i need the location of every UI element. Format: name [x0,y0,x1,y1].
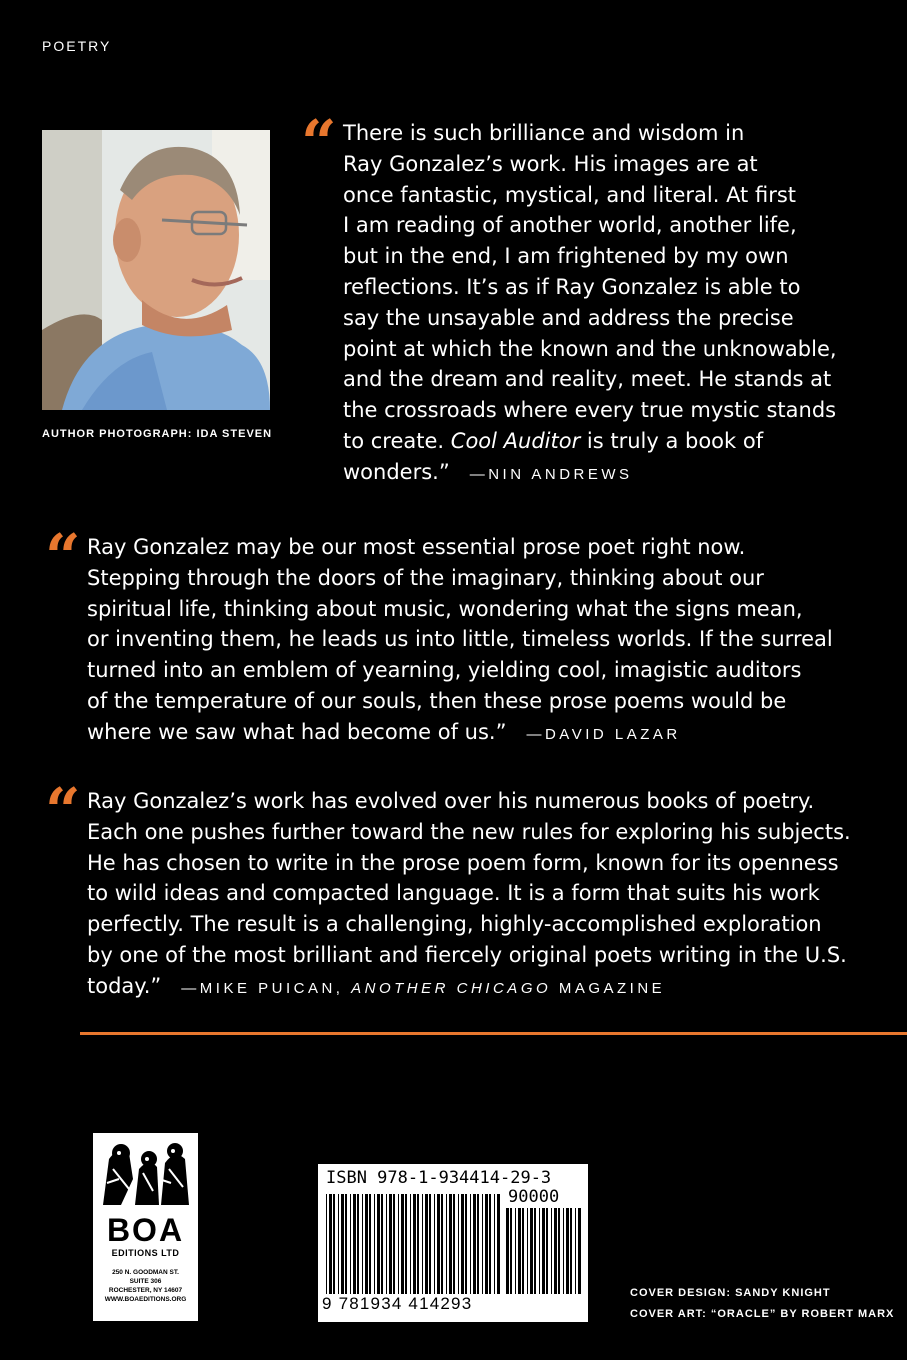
address-line: WWW.BOAEDITIONS.ORG [104,1296,187,1303]
publisher-address [93,1268,198,1304]
address-line: 250 N. GOODMAN ST. [112,1269,179,1276]
photo-credit: AUTHOR PHOTOGRAPH: IDA STEVEN [42,428,273,440]
quote-mike-puican [45,774,851,1005]
quote-text: to create. [343,428,451,453]
quote-text: where we saw what had become of us.” [87,719,507,744]
publisher-logo [93,1133,198,1321]
genre-label: POETRY [42,38,112,54]
quote-nin-andrews [301,106,837,491]
addon-bars-icon [504,1208,582,1294]
quote-line: spiritual life, thinking about music, wondering what the signs mean, [87,596,803,621]
quote-david-lazar [45,520,833,751]
cover-art-credit: COVER ART: “ORACLE” BY ROBERT MARX [630,1308,895,1320]
quote-line: but in the end, I am frightened by my own [343,244,789,269]
quote-line: Ray Gonzalez’s work has evolved over his numerous books of poetry. [87,789,815,813]
book-title: Cool Auditor [450,428,581,453]
quote-text: is truly a book of [580,428,764,453]
address-line: SUITE 306 [129,1278,162,1285]
quote-last-line [87,971,851,1005]
divider-rule [80,1032,907,1035]
attribution-name: —MIKE PUICAN, [181,979,352,997]
quote-line: Ray Gonzalez may be our most essential prose poet right now. [87,535,746,559]
quote-line: of the temperature of our souls, then these prose poems would be [87,688,787,713]
quote-line: turned into an emblem of yearning, yielding cool, imagistic auditors [87,658,802,683]
quote-line: perfectly. The result is a challenging, highly-accomplished exploration [87,912,822,937]
quote-text: today.” [87,973,162,998]
quote-text: wonders.” [343,459,450,484]
quote-line: once fantastic, mystical, and literal. At first [343,182,797,207]
ean-bars-icon [324,1194,502,1294]
quote-line: There is such brilliance and wisdom in [343,121,745,145]
cover-credits [630,1283,894,1325]
attribution-publication: ANOTHER CHICAGO [351,979,552,997]
quote-line: to wild ideas and compacted language. It is a form that suits his work [87,881,820,906]
quote-line: He has chosen to write in the prose poem form, known for its openness [87,850,839,875]
quote-mark-icon: “ [45,774,75,847]
publisher-name: BOA [106,1212,185,1248]
attribution-suffix: MAGAZINE [551,979,666,997]
quote-line: say the unsayable and address the precise [343,305,794,330]
isbn-number: ISBN 978-1-934414-29-3 [326,1168,552,1188]
quote-line: the crossroads where every true mystic stands [343,398,837,423]
cover-design-credit: COVER DESIGN: SANDY KNIGHT [630,1287,831,1299]
attribution: —DAVID LAZAR [526,725,681,743]
quote-last-line [87,717,833,751]
author-photo [42,130,270,410]
publisher-subname: EDITIONS LTD [111,1248,180,1258]
quote-mark-icon: “ [301,106,331,179]
quote-line: reflections. It’s as if Ray Gonzalez is able to [343,274,801,299]
quote-line: Each one pushes further toward the new rules for exploring his subjects. [87,819,851,844]
quote-line: and the dream and reality, meet. He stands at [343,367,832,392]
attribution: —NIN ANDREWS [469,465,633,483]
address-line: ROCHESTER, NY 14607 [108,1287,183,1294]
isbn-barcode [318,1164,588,1322]
ean-digits: 9 781934 414293 [322,1294,473,1313]
quote-line: Ray Gonzalez’s work. His images are at [343,151,758,176]
quote-line: point at which the known and the unknowable, [343,336,837,361]
quote-line: I am reading of another world, another life, [343,213,797,238]
quote-line: Stepping through the doors of the imaginary, thinking about our [87,565,764,590]
quote-line: by one of the most brilliant and fiercely original poets writing in the U.S. [87,942,847,967]
quote-mark-icon: “ [45,520,75,593]
price-code: 90000 [508,1187,560,1207]
quote-line [343,426,837,457]
quote-last-line [343,457,837,491]
quote-line: or inventing them, he leads us into little, timeless worlds. If the surreal [87,627,833,652]
woodcut-art-icon [99,1139,192,1209]
attribution [181,980,665,997]
